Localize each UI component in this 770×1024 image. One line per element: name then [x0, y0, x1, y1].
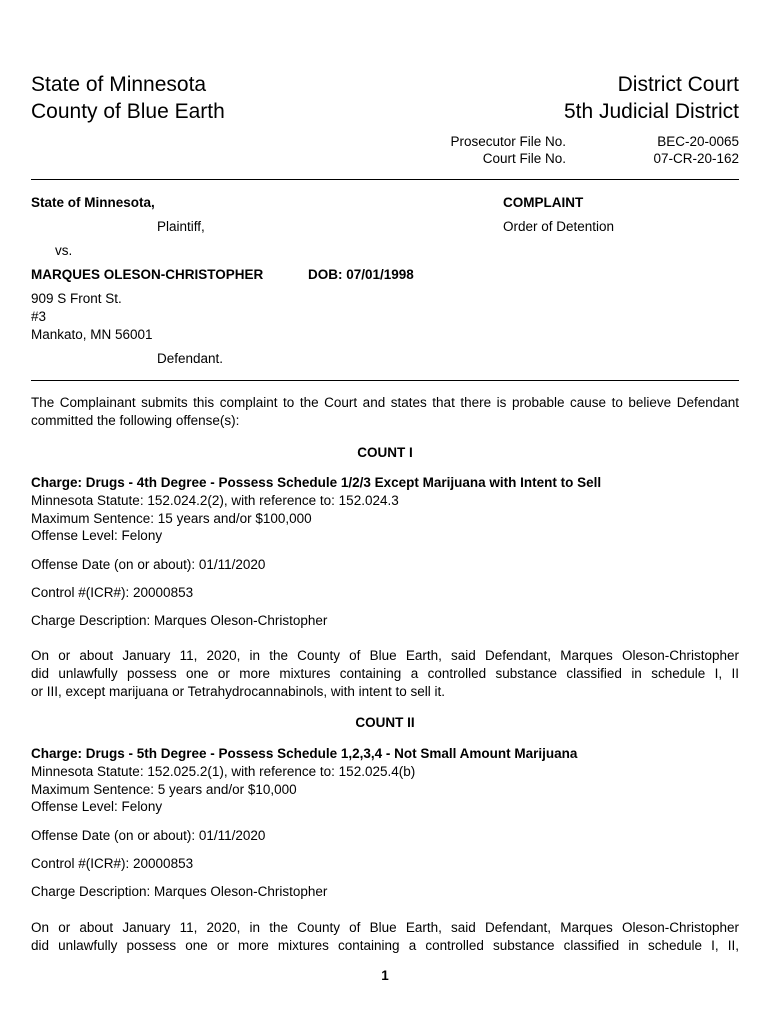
versus-label: vs. — [55, 243, 73, 258]
count-2-statute: Minnesota Statute: 152.025.2(1), with reference to: 152.025.4(b) — [31, 764, 416, 779]
plaintiff-label: Plaintiff, — [157, 219, 205, 234]
court-heading: District Court — [617, 73, 739, 96]
complaint-title: COMPLAINT — [503, 195, 584, 210]
count-2-offense-level: Offense Level: Felony — [31, 799, 163, 814]
count-2-narrative-line-2: did unlawfully possess one or more mixtures containing a controlled substance classified in schedule I, II, — [31, 938, 739, 953]
count-1-max-sentence: Maximum Sentence: 15 years and/or $100,000 — [31, 511, 312, 526]
count-2-charge-description: Charge Description: Marques Oleson-Christopher — [31, 884, 328, 899]
court-file-label: Court File No. — [482, 151, 566, 166]
count-1-heading: COUNT I — [357, 445, 413, 460]
page-number: 1 — [381, 968, 389, 983]
county-heading: County of Blue Earth — [31, 100, 225, 123]
complaint-type: Order of Detention — [503, 219, 615, 234]
caption-divider — [31, 380, 739, 381]
defendant-label: Defendant. — [157, 351, 224, 366]
defendant-name: MARQUES OLESON-CHRISTOPHER — [31, 267, 264, 282]
address-line-1: 909 S Front St. — [31, 291, 122, 306]
prosecutor-file-label: Prosecutor File No. — [450, 134, 566, 149]
count-1-offense-date: Offense Date (on or about): 01/11/2020 — [31, 557, 266, 572]
prosecutor-file-number: BEC-20-0065 — [657, 134, 739, 149]
count-2-max-sentence: Maximum Sentence: 5 years and/or $10,000 — [31, 782, 297, 797]
count-2-control-number: Control #(ICR#): 20000853 — [31, 856, 194, 871]
district-heading: 5th Judicial District — [563, 100, 739, 123]
count-2-heading: COUNT II — [355, 715, 415, 730]
count-1-charge-description: Charge Description: Marques Oleson-Christopher — [31, 613, 328, 628]
defendant-dob: DOB: 07/01/1998 — [308, 267, 414, 282]
count-1-statute: Minnesota Statute: 152.024.2(2), with reference to: 152.024.3 — [31, 493, 399, 508]
count-2-offense-date: Offense Date (on or about): 01/11/2020 — [31, 828, 266, 843]
header-divider — [31, 179, 739, 180]
count-1-narrative-line-3: or III, except marijuana or Tetrahydrocannabinols, with intent to sell it. — [31, 684, 445, 699]
count-1-control-number: Control #(ICR#): 20000853 — [31, 585, 194, 600]
state-heading: State of Minnesota — [31, 73, 207, 96]
count-1-narrative-line-1: On or about January 11, 2020, in the County of Blue Earth, said Defendant, Marques Oleson-Christopher — [31, 648, 739, 663]
address-line-3: Mankato, MN 56001 — [31, 327, 153, 342]
count-1-narrative-line-2: did unlawfully possess one or more mixtures containing a controlled substance classified in schedule I, II — [31, 666, 739, 681]
count-2-charge: Charge: Drugs - 5th Degree - Possess Schedule 1,2,3,4 - Not Small Amount Marijuana — [31, 746, 578, 761]
address-line-2: #3 — [31, 309, 47, 324]
court-file-number: 07-CR-20-162 — [653, 151, 739, 166]
count-1-charge: Charge: Drugs - 4th Degree - Possess Schedule 1/2/3 Except Marijuana with Intent to Sell — [31, 475, 602, 490]
count-2-narrative-line-1: On or about January 11, 2020, in the County of Blue Earth, said Defendant, Marques Oleson-Christopher — [31, 920, 739, 935]
plaintiff-name: State of Minnesota, — [31, 195, 155, 210]
intro-paragraph: The Complainant submits this complaint to the Court and states that there is probable cause to believe Defendant committed the following offense(s): — [31, 395, 739, 428]
count-1-offense-level: Offense Level: Felony — [31, 528, 163, 543]
